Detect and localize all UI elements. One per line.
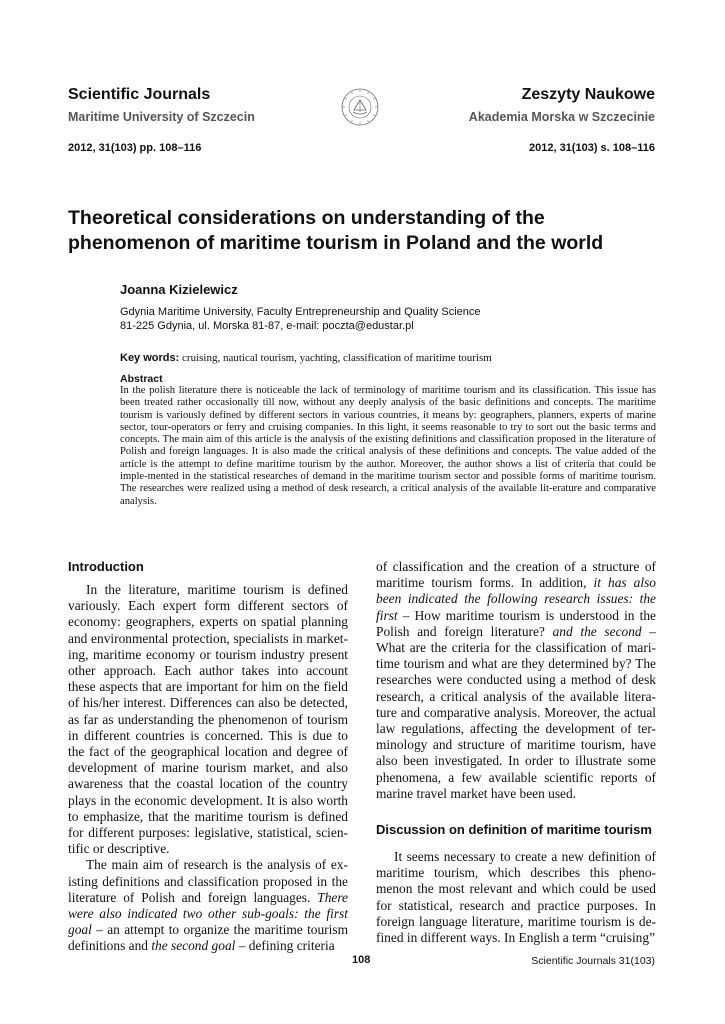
page-number: 108 <box>352 954 371 966</box>
text-run: The main aim of research is the analysis of ex-isting definitions and classification proposed in the literature of Polish and foreign languages. <box>68 857 348 905</box>
issue-info-pl: 2012, 31(103) s. 108–116 <box>528 142 655 154</box>
abstract-label: Abstract <box>120 373 163 385</box>
university-name-en: Maritime University of Szczecin <box>68 110 255 124</box>
text-run: – How maritime tourism is understood in the Polish and foreign literature? <box>376 607 656 639</box>
journal-name-pl: Zeszyty Naukowe <box>521 86 655 103</box>
issue-info-en: 2012, 31(103) pp. 108–116 <box>68 142 202 154</box>
university-seal-icon <box>340 87 380 127</box>
keywords <box>120 352 492 364</box>
keywords-list: cruising, nautical tourism, yachting, classification of maritime tourism <box>182 352 492 364</box>
affiliation-address: 81-225 Gdynia, ul. Morska 81-87, e-mail: poczta@edustar.pl <box>120 320 414 332</box>
journal-header-left <box>68 86 255 124</box>
author-name: Joanna Kizielewicz <box>120 282 238 297</box>
text-run: – What are the criteria for the classification of mari-time tourism and what are they determined by? The researches were conducted using a method of desk research, a critical analysis of the available litera-ture and comparative analysis. Moreover, the actual law regulations, affecting the development of ter-minology and structure of maritime tourism, have also been investigated. In order to illustrate some phenomena, a few available scientific reports of marine travel market have been used. <box>376 623 656 801</box>
paragraph <box>376 559 656 802</box>
text-run: of classification and the creation of a structure of maritime tourism forms. In addition, <box>376 559 656 591</box>
footer-journal-reference: Scientific Journals 31(103) <box>531 955 655 967</box>
section-heading-introduction: Introduction <box>68 559 144 574</box>
text-run-italic: it has also been indicated the following research issues: the first <box>376 575 656 623</box>
paragraph <box>68 857 348 954</box>
text-run-italic: and the second <box>552 623 642 639</box>
left-column <box>68 559 348 955</box>
affiliation-line: Gdynia Maritime University, Faculty Entrepreneurship and Quality Science <box>120 306 481 318</box>
article-title: Theoretical considerations on understanding of the phenomenon of maritime tourism in Poland and the world <box>68 207 604 254</box>
text-run: – an attempt to organize the maritime tourism definitions and <box>68 922 348 954</box>
text-run: – defining criteria <box>235 938 335 954</box>
paragraph: It seems necessary to create a new definition of maritime tourism, which describes this pheno-menon the most relevant and which could be used for statistical, research and practice purposes. In foreign language literature, maritime tourism is de-fined in different ways. In English a term “cruising” <box>376 849 656 946</box>
right-column <box>376 559 656 946</box>
journal-name-en: Scientific Journals <box>68 86 211 103</box>
text-run-italic: There were also indicated two other sub-goals: the first goal <box>68 889 348 938</box>
university-name-pl: Akademia Morska w Szczecinie <box>468 110 655 124</box>
paragraph: In the literature, maritime tourism is defined variously. Each expert form different sectors of economy: geographers, experts on spatial planning and environmental protection, specialists in market-ing, maritime economy or tourism industry present other approach. Each author takes into account these aspects that are important for him on the field of his/her interest. Differences can also be detected, as far as understanding the phenomenon of tourism in different countries is concerned. This is due to the fact of the geographical location and degree of development of marine tourism market, and also awareness that the coastal location of the country plays in the economic development. It is also worth to emphasize, that the maritime tourism is defined for different purposes: legislative, statistical, scien-tific or descriptive. <box>68 582 348 857</box>
abstract-text: In the polish literature there is noticeable the lack of terminology of maritime tourism and its classification. This issue has been treated rather occasionally till now, without any deeply analysis of the basic definitions and concepts. The maritime tourism is variously defined by different sectors in various countries, it means by: geographers, planners, experts of marine sector, tour-operators or ferry and cruising companies. In this light, it seems reasonable to try to sort out the basic terms and concepts. The main aim of this article is the analysis of the existing definitions and classification proposed in the literature of Polish and foreign languages. It is also made the critical analysis of these definitions and concepts. The value added of the article is the attempt to define maritime tourism by the author. Moreover, the author shows a list of criteria that could be imple-mented in the statistical researches of demand in the maritime tourism sector and possible forms of maritime tourism. The researches were realized using a method of desk research, a critical analysis of the available lit-erature and comparative analysis. <box>120 385 656 507</box>
author-affiliation <box>120 305 481 333</box>
journal-header-right <box>469 86 655 124</box>
text-run-italic: the second goal <box>151 938 236 954</box>
keywords-label: Key words: <box>120 352 180 364</box>
section-heading-discussion: Discussion on definition of maritime tourism <box>376 822 652 838</box>
